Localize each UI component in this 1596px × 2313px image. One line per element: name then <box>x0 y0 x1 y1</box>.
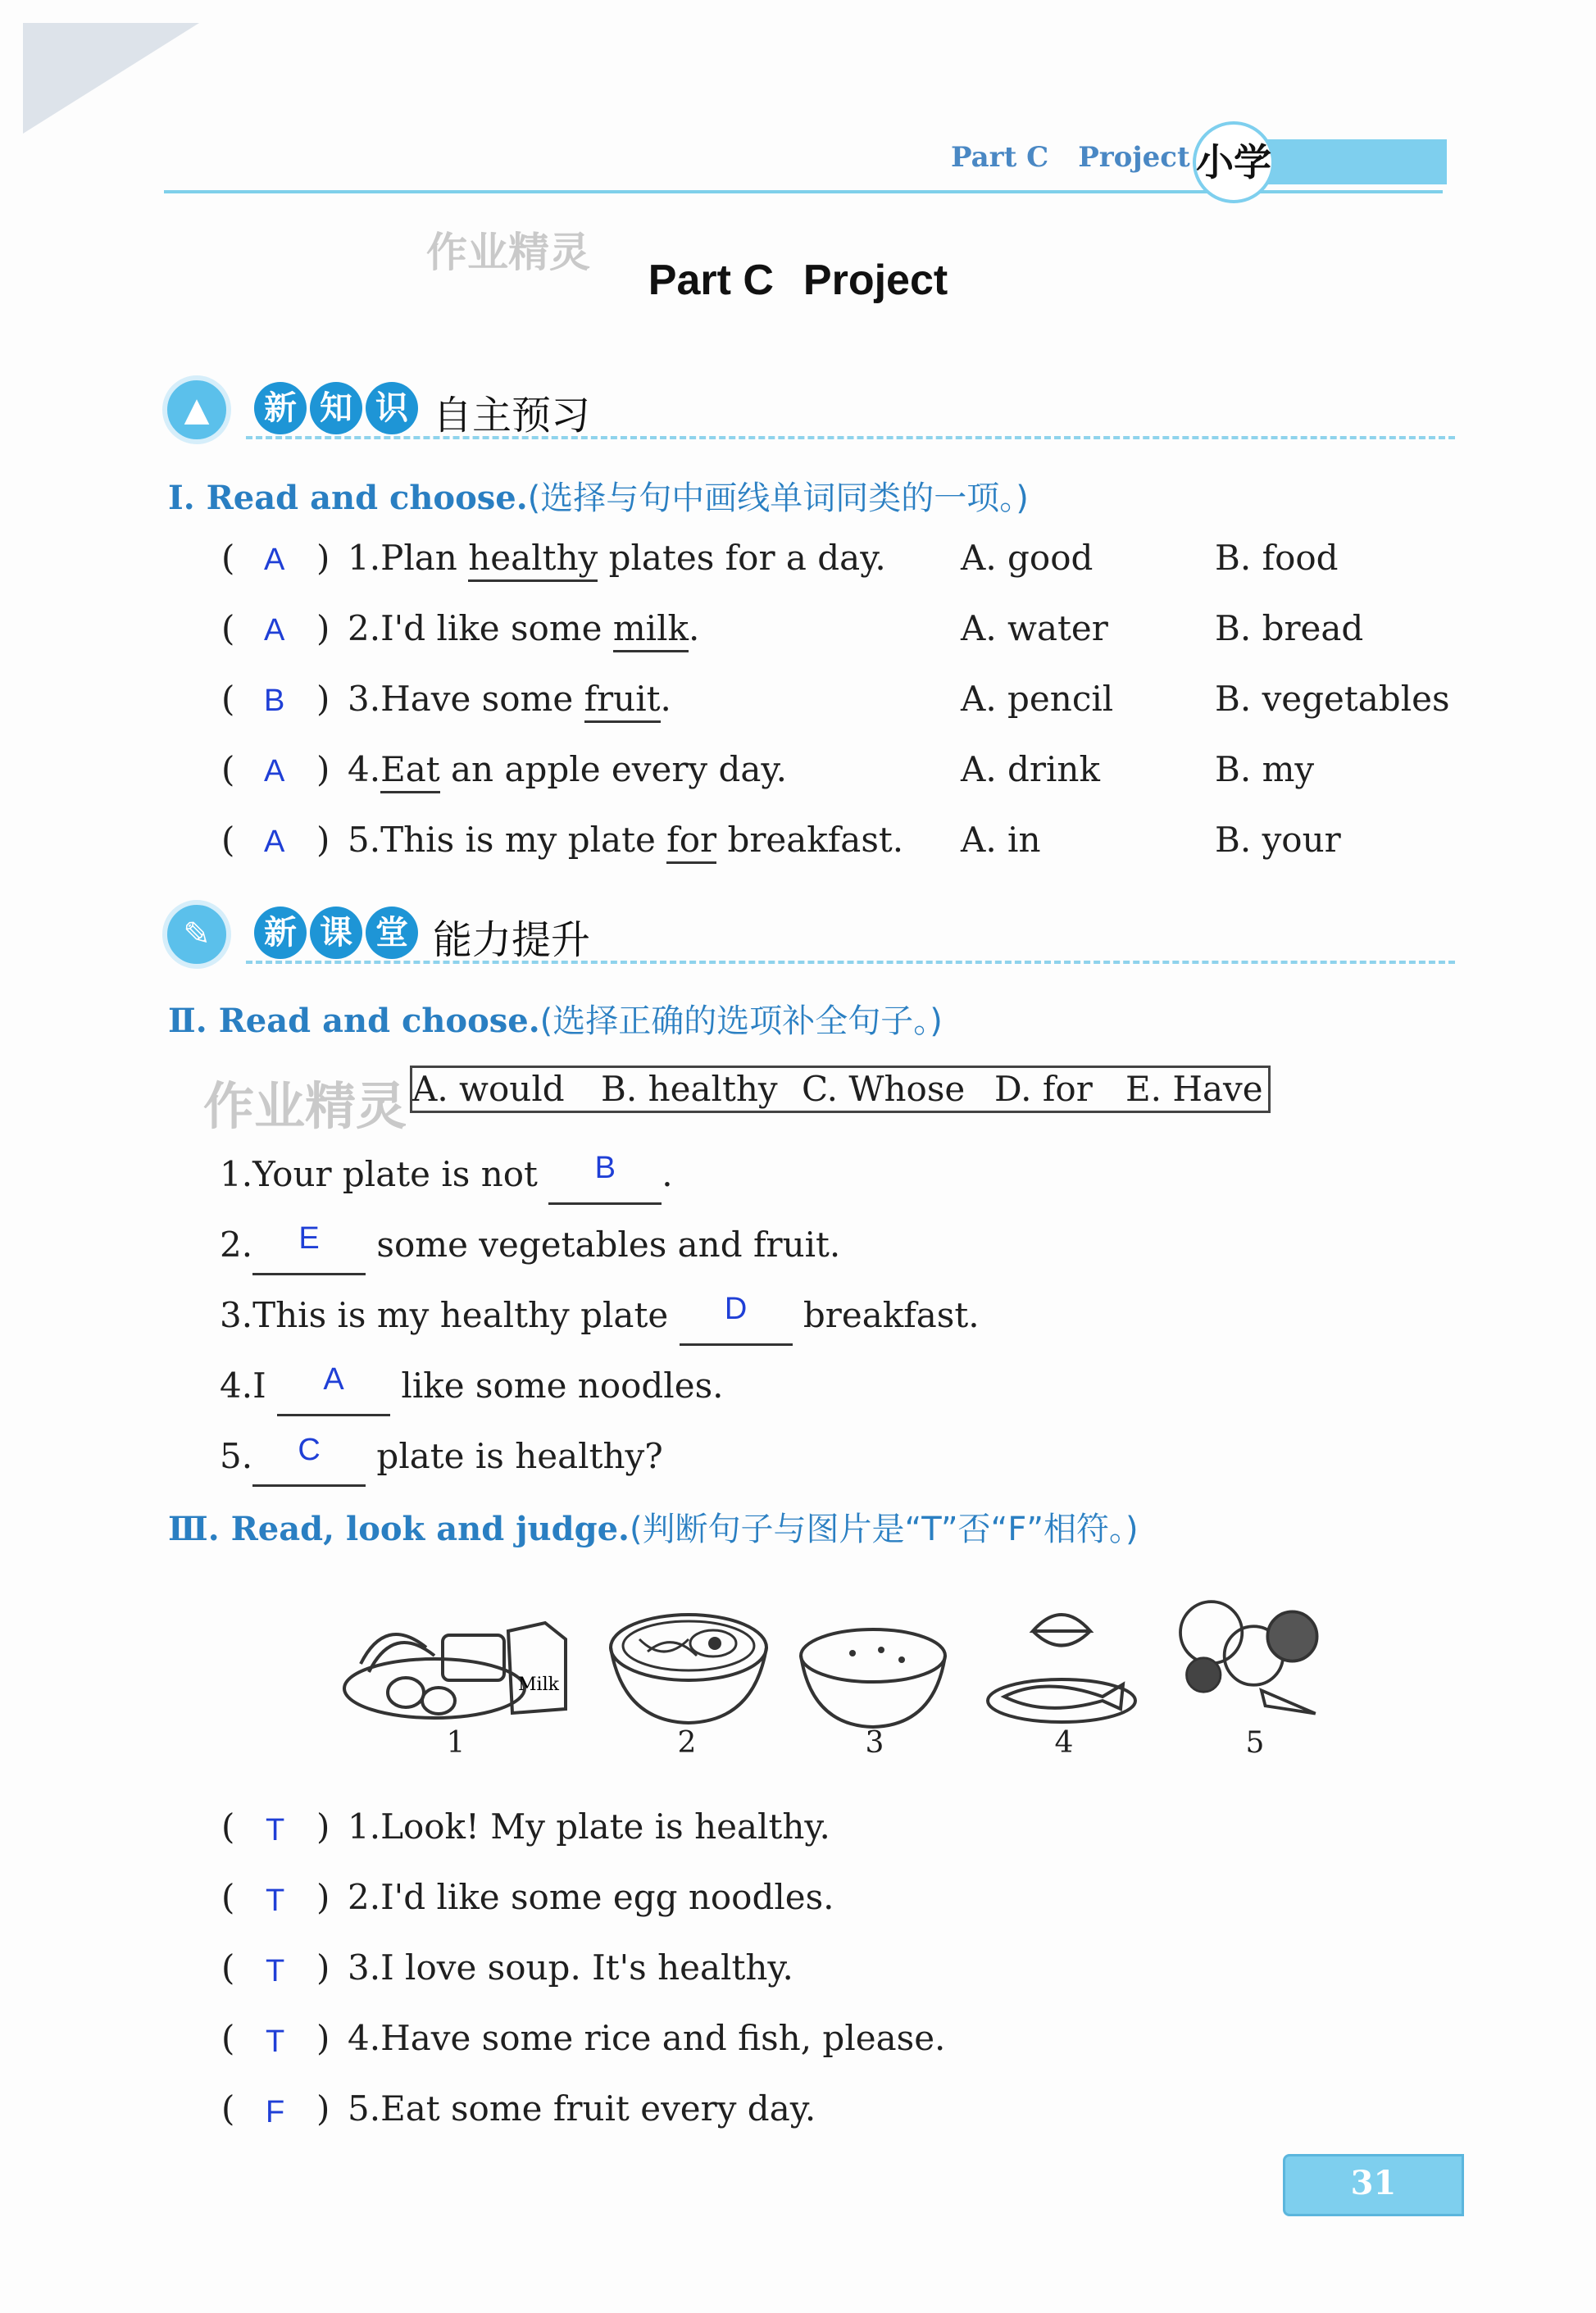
answer-mark: A <box>264 754 285 788</box>
page-number: 31 <box>1283 2154 1464 2216</box>
instruction-cn: (选择正确的选项补全句子。) <box>539 1002 943 1040</box>
answer-blank <box>548 1151 662 1205</box>
section-tag-char: 堂 <box>366 907 418 959</box>
question-number: 2. <box>348 1877 381 1917</box>
question-text-body: Have some rice and fish, please. <box>380 2018 946 2058</box>
answer-paren-right: ) <box>316 679 330 719</box>
answer-mark: B <box>594 1151 616 1185</box>
question-text <box>348 2088 816 2129</box>
question-text-post: plates for a day. <box>598 538 886 578</box>
option-b: B. my <box>1215 749 1315 789</box>
question-text-post: breakfast. <box>716 820 904 860</box>
question-number: 2. <box>348 608 381 648</box>
question-text <box>348 1947 793 1988</box>
answer-mark: T <box>266 1813 285 1847</box>
answer-blank <box>277 1362 390 1416</box>
underlined-word: healthy <box>468 538 598 582</box>
section-tag-char: 新 <box>254 907 307 959</box>
underlined-word: for <box>666 820 716 864</box>
question-text <box>348 2018 945 2058</box>
section-tag-char: 课 <box>310 907 362 959</box>
answer-mark: A <box>323 1362 344 1397</box>
word-bank-option: A. would <box>412 1069 565 1109</box>
question-text <box>220 1292 980 1346</box>
answer-mark: E <box>298 1221 320 1256</box>
question-text <box>348 1877 834 1917</box>
section-tag <box>254 907 418 959</box>
answer-paren-right: ) <box>316 608 330 648</box>
question-text-post: . <box>660 679 671 719</box>
option-b: B. vegetables <box>1215 679 1450 719</box>
question-number: 1. <box>348 538 381 578</box>
answer-mark: A <box>264 613 285 648</box>
option-a: A. water <box>961 608 1108 648</box>
answer-paren-left: ( <box>221 1806 235 1847</box>
question-text-pre: Plan <box>380 538 469 578</box>
question-number: 4. <box>348 2018 381 2058</box>
question-text-body: I'd like some egg noodles. <box>380 1877 834 1917</box>
answer-paren-left: ( <box>221 1877 235 1917</box>
question-text-post: breakfast. <box>792 1295 980 1335</box>
watermark: 作业精灵 <box>203 1076 407 1136</box>
answer-mark: F <box>266 2095 285 2129</box>
section-subtitle: 能力提升 <box>433 917 591 963</box>
question-text-pre: I <box>252 1366 278 1406</box>
page-title <box>0 256 1596 305</box>
question-text-post: an apple every day. <box>439 749 787 789</box>
breakfast-plate-picture <box>336 1598 574 1729</box>
answer-mark: B <box>264 684 285 718</box>
question-number: 2. <box>220 1225 253 1265</box>
picture-number: 4 <box>1054 1726 1074 1760</box>
question-text <box>348 538 886 578</box>
question-text-body: Look! My plate is healthy. <box>380 1806 830 1847</box>
section-subtitle: 自主预习 <box>433 393 591 439</box>
answer-mark: T <box>266 1884 285 1918</box>
answer-paren-right: ) <box>316 2018 330 2058</box>
instruction-cn: (选择与句中画线单词同类的一项。) <box>527 479 1029 517</box>
section-divider <box>246 436 1455 439</box>
header-part: Part C <box>951 141 1049 174</box>
rice-and-fish-picture <box>980 1598 1144 1729</box>
answer-mark: T <box>266 2024 285 2059</box>
picture-number: 2 <box>677 1726 697 1760</box>
running-header <box>951 141 1220 174</box>
question-number: 3. <box>220 1295 253 1335</box>
instruction-en: Ⅲ. Read, look and judge. <box>168 1510 630 1548</box>
answer-paren-left: ( <box>221 538 235 578</box>
question-number: 3. <box>348 679 381 719</box>
word-bank <box>410 1066 1271 1113</box>
question-number: 1. <box>220 1154 253 1194</box>
answer-paren-right: ) <box>316 2088 330 2129</box>
word-bank-option: C. Whose <box>802 1069 966 1109</box>
title-part: Part C <box>648 257 774 304</box>
answer-blank <box>680 1292 793 1346</box>
title-section: Project <box>803 257 948 304</box>
option-b: B. food <box>1215 538 1339 578</box>
answer-mark: A <box>264 543 285 577</box>
section-tag <box>254 382 418 434</box>
answer-paren-left: ( <box>221 749 235 789</box>
exercise-1-instruction <box>168 472 1029 519</box>
egg-noodles-picture <box>607 1598 771 1729</box>
question-text-pre: This is my healthy plate <box>252 1295 680 1335</box>
answer-mark: A <box>264 825 285 859</box>
answer-blank <box>252 1433 366 1487</box>
underlined-word: milk <box>613 608 689 652</box>
question-number: 5. <box>348 820 381 860</box>
answer-paren-right: ) <box>316 538 330 578</box>
answer-paren-left: ( <box>221 820 235 860</box>
underlined-word: fruit <box>584 679 661 723</box>
section-tag-char: 新 <box>254 382 307 434</box>
answer-paren-left: ( <box>221 2088 235 2129</box>
question-text <box>220 1221 841 1275</box>
section-tag-char: 识 <box>366 382 418 434</box>
underlined-word: Eat <box>380 749 440 793</box>
answer-paren-left: ( <box>221 1947 235 1988</box>
answer-paren-right: ) <box>316 1806 330 1847</box>
graduation-cap-icon: ▲ <box>162 375 231 444</box>
instruction-en: Ⅱ. Read and choose. <box>168 1002 540 1040</box>
option-a: A. pencil <box>961 679 1114 719</box>
word-bank-option: B. healthy <box>601 1069 778 1109</box>
corner-decoration <box>23 23 199 134</box>
question-text-pre: This is my plate <box>380 820 667 860</box>
option-a: A. drink <box>961 749 1100 789</box>
question-number: 3. <box>348 1947 381 1988</box>
question-number: 5. <box>348 2088 381 2129</box>
question-text-body: I love soup. It's healthy. <box>380 1947 793 1988</box>
exercise-3-instruction <box>168 1503 1139 1550</box>
question-text <box>348 608 699 648</box>
question-text-post: . <box>689 608 700 648</box>
answer-mark: C <box>298 1433 321 1467</box>
question-number: 1. <box>348 1806 381 1847</box>
question-text <box>348 1806 830 1847</box>
question-text-post: like some noodles. <box>390 1366 724 1406</box>
watermark: 作业精灵 <box>426 229 590 276</box>
answer-mark: T <box>266 1954 285 1988</box>
vegetables-picture <box>1164 1590 1328 1721</box>
option-b: B. your <box>1215 820 1341 860</box>
answer-paren-left: ( <box>221 2018 235 2058</box>
question-text <box>348 820 903 860</box>
question-text-pre: Your plate is not <box>252 1154 549 1194</box>
header-section: Project <box>1078 141 1190 174</box>
word-bank-option: D. for <box>994 1069 1093 1109</box>
answer-paren-right: ) <box>316 749 330 789</box>
word-bank-option: E. Have <box>1125 1069 1263 1109</box>
instruction-cn: (判断句子与图片是“T”否“F”相符。) <box>629 1511 1139 1548</box>
instruction-en: Ⅰ. Read and choose. <box>168 479 528 517</box>
question-text <box>220 1362 724 1416</box>
picture-number: 5 <box>1245 1726 1265 1760</box>
answer-blank <box>252 1221 366 1275</box>
answer-paren-right: ) <box>316 820 330 860</box>
answer-paren-left: ( <box>221 679 235 719</box>
grade-badge: 小学 <box>1193 121 1275 203</box>
question-number: 4. <box>220 1366 253 1406</box>
question-text <box>220 1151 673 1205</box>
answer-paren-right: ) <box>316 1877 330 1917</box>
option-b: B. bread <box>1215 608 1364 648</box>
section-tag-char: 知 <box>310 382 362 434</box>
answer-paren-left: ( <box>221 608 235 648</box>
option-a: A. good <box>961 538 1094 578</box>
question-number: 5. <box>220 1436 253 1476</box>
picture-number: 1 <box>446 1726 466 1760</box>
question-text <box>348 679 671 719</box>
question-text-post: . <box>662 1154 673 1194</box>
question-text-post: some vegetables and fruit. <box>366 1225 841 1265</box>
question-text-pre: Have some <box>380 679 584 719</box>
pencil-icon: ✎ <box>162 900 231 969</box>
question-number: 4. <box>348 749 381 789</box>
question-text-pre: I'd like some <box>380 608 613 648</box>
answer-paren-right: ) <box>316 1947 330 1988</box>
option-a: A. in <box>961 820 1041 860</box>
exercise-2-instruction <box>168 995 943 1042</box>
question-text <box>220 1433 663 1487</box>
question-text-post: plate is healthy? <box>366 1436 663 1476</box>
answer-mark: D <box>724 1292 748 1326</box>
soup-bowl-picture <box>791 1611 955 1742</box>
picture-number: 3 <box>865 1726 884 1760</box>
question-text <box>348 749 787 789</box>
question-text-body: Eat some fruit every day. <box>380 2088 816 2129</box>
milk-label: Milk <box>518 1675 559 1695</box>
section-divider <box>246 961 1455 964</box>
